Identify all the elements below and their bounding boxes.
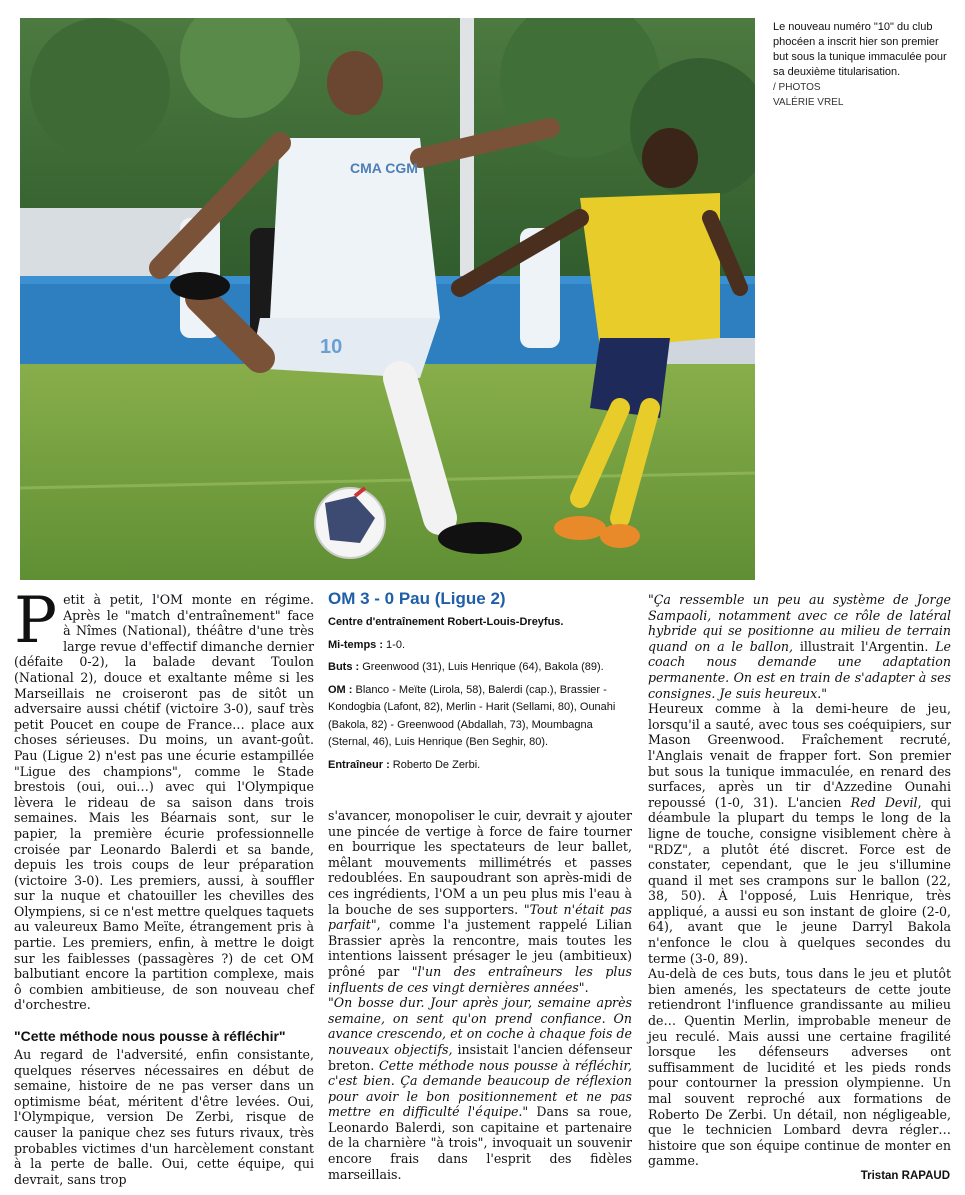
text-run: , qui déambule la plupart du temps le long de la ligne de touche, consigne visiblement chère à "RDZ", a plutôt été discret. Force est de constater, cependant, que le jeu s'illumine quand il met ses crampons sur le ballon (22, 38, 50). À l'opposé, Luis Henrique, très appliqué, a aussi eu son instant de gloire (2-0, 64), avant que le jeune Darryl Bakola n'enfonce le clou à quelques secondes du terme (3-0, 89). [648,794,951,966]
article-column-1 [14,584,314,1187]
match-venue: Centre d'entraînement Robert-Louis-Dreyfus. [328,616,564,628]
match-summary-box [328,588,632,779]
halftime-value: 1-0. [383,638,406,651]
caption-text: Le nouveau numéro "10" du club phocéen a inscrit hier son premier but sous la tunique immaculée pour sa deuxième titularisation. [773,21,947,78]
subheading: "Cette méthode nous pousse à réfléchir" [14,1028,286,1045]
article-photo [20,18,755,580]
quote: "Ça ressemble un peu au système de Jorge Sampaoli, notamment avec ce rôle de latéral hybride qui se positionne au milieu de terrain quand on a le ballon, [648,592,951,654]
coach-value: Roberto De Zerbi. [389,758,481,771]
quote: "Tout n'était pas parfait" [328,901,632,933]
coach-row [328,757,632,775]
text-run: Heureux comme à la demi-heure de jeu, lorsqu'il a sauté, avec tous ses coéquipiers, sur Mason Greenwood. Fraîchement recruté, l'Anglais venait de frapper fort. Son premier but sous la tunique immaculée, en renard des surfaces, après un tir d'Azzedine Ounahi repoussé (1-0, 31). L'ancien [648,701,951,810]
quote: "On bosse dur. Jour après jour, semaine après semaine, on sent qu'on prend confiance. On avance crescendo, et on coche à chaque fois de nouveaux objectifs, [328,995,632,1057]
goals-row [328,659,632,677]
text-run: insistait l'ancien défenseur breton. [328,1041,632,1073]
paragraph [328,808,632,995]
goals-value: Greenwood (31), Luis Henrique (64), Bakola (89). [359,661,604,673]
drop-cap: P [14,584,58,658]
paragraph [328,995,632,1182]
shirt-sponsor: CMA CGM [350,160,418,176]
coach-label: Entraîneur : [328,758,390,771]
lineup-row [328,682,632,752]
text-run: . [584,979,589,995]
quote: Cette méthode nous pousse à réfléchir, c'est bien. Ça demande beaucoup de réflexion pour avoir le bon positionnement et ne pas mettre en difficulté l'équipe." [328,1057,632,1120]
photo-credit-label: / PHOTOS [773,82,821,93]
lineup-label: OM : [328,683,353,696]
goals-label: Buts : [328,661,360,673]
author-byline: Tristan RAPAUD [860,1170,950,1182]
quote: Red Devil [850,794,918,810]
quote: Le coach nous demande une adaptation permanente. On est en train de s'adapter à ses consignes. Je suis heureux." [648,638,952,701]
halftime-label: Mi-temps : [328,638,383,651]
match-score: OM 3 - 0 Pau (Ligue 2) [328,589,506,608]
paragraph: Au regard de l'adversité, enfin consistante, quelques réserves nécessaires en début de semaine, histoire de ne pas verser dans un optimisme béat, méritent d'être levées. Oui, l'Olympique, version De Zerbi, risque de causer la panique chez ses futurs rivaux, très probables victimes d'un harcèlement constant à la perte de balle. Oui, cette équipe, qui devrait, sans trop [14,1047,314,1187]
paragraph [648,592,951,701]
paragraph: Au-delà de ces buts, tous dans le jeu et plutôt bien amenés, les spectateurs de cette joute retiendront l'influence grandissante au milieu de… Quentin Merlin, improbable meneur de jeu reculé. Mais aussi une certaine fragilité lorsque les défenseurs adverses ont suffisamment de lucidité et les pieds ronds pour contourner la pression olympienne. Un mal souvent reproché aux formations de Roberto De Zerbi. Un détail, non négligeable, que le technicien Lombard devra régler… histoire que son équipe continue de monter en gamme. [648,966,951,1169]
halftime-row [328,637,632,655]
quote: "l'un des entraîneurs les plus influents de ces vingt dernières années" [328,963,632,995]
text-run: s'avancer, monopoliser le cuir, devrait y ajouter une pincée de vertige à force de faire tourner en bourrique les spectateurs de leur ballet, mêlant mouvements millimétrés et passes redoublées. En saupoudrant son après-midi de ces ingrédients, l'OM a un peu plus mis l'eau à la bouche de ses supporters. [328,808,632,917]
text-run: illustrait l'Argentin. [793,638,936,654]
article-column-3 [648,592,951,1169]
paragraph [648,701,951,966]
shirt-number: 10 [320,336,343,358]
text-run: Dans sa roue, Leonardo Balerdi, son capitaine et partenaire de la charnière "à trois", invoquait un souvenir encore frais dans l'esprit des fidèles marseillais. [328,1104,632,1182]
photo-credit-name: VALÉRIE VREL [773,97,844,108]
intro-paragraph: etit à petit, l'OM monte en régime. Après le "match d'entraînement" face à Nîmes (National), théâtre d'une très large revue d'effectif dimanche dernier (défaite 0-2), la balade devant Toulon (National 2), douce et exaltante même si les Marseillais ne croiseront pas de sitôt un adversaire aussi chétif (victoire 3-0), sauf très petit Poucet en coupe de France… place aux choses sérieuses. Du moins, un avant-goût. Pau (Ligue 2) n'est pas une écurie estampillée "Ligue des champions", comme le Stade brestois (oui, oui…) avec qui l'Olympique lèvera le rideau de sa saison dans trois semaines. Mais les Béarnais sont, sur le papier, la première écurie professionnelle croisée par Leonardo Balerdi et sa bande, depuis les trois coups de leur préparation (victoire 3-0). Les premiers, aussi, à souffler sur la nuque et chatouiller les chevilles des Olympiens, si ce n'est mettre quelques taquets au valeureux Bamo Meïte, étrangement pris à partie. Les premiers, enfin, à mettre le doigt sur les faiblesses (passagères ?) de cet OM balbutiant encore la partition complexe, mais ô combien ambitieuse, de son nouveau chef d'orchestre. [14,592,314,1013]
article-column-2 [328,808,632,1182]
text-run: , comme l'a justement rappelé Lilian Brassier après la rencontre, mais toutes les intentions laissent présager le jeu (ambitieux) prôné par [328,917,632,979]
lineup-value: Blanco - Meïte (Lirola, 58), Balerdi (cap.), Brassier - Kondogbia (Lafont, 82), Merlin - Harit (Sellami, 80), Ounahi (Bakola, 82) - Greenwood (Abdallah, 73), Moumbagna (Sternal, 46), Luis Henrique (Ben Seghir, 80). [328,683,616,748]
photo-caption [773,20,953,110]
